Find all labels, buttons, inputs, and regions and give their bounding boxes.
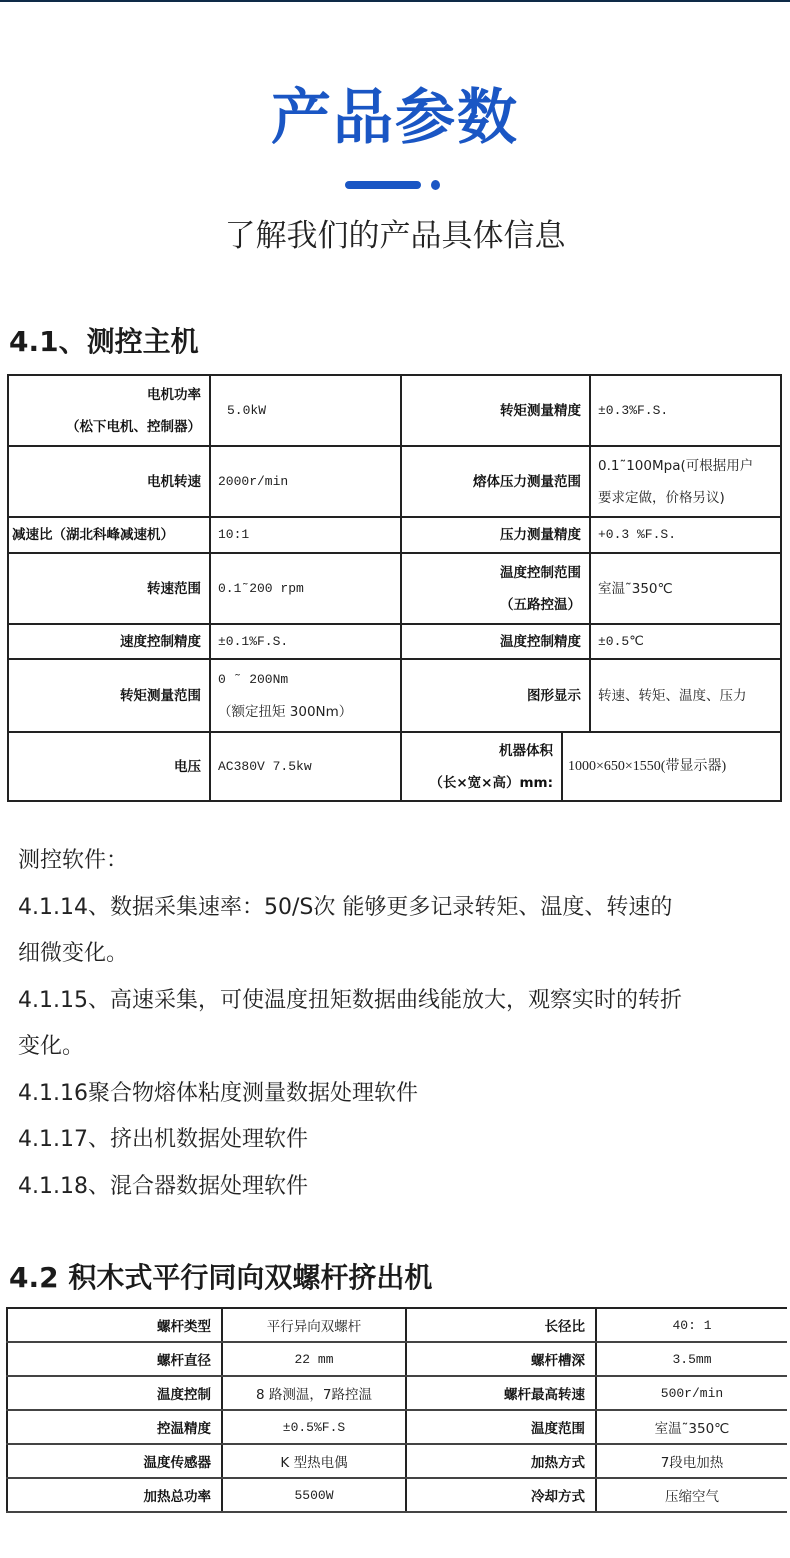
value-line: 0.1˜100Mpa(可根据用户 — [598, 457, 754, 474]
spec-label: 压力测量精度 — [401, 517, 590, 553]
spec-value: 5.0kW — [210, 375, 401, 446]
table-row — [8, 446, 781, 517]
table-row — [7, 1478, 787, 1512]
spec-label: 螺杆最高转速 — [406, 1376, 596, 1410]
software-description — [18, 838, 778, 1210]
spec-value: 室温˜350℃ — [596, 1410, 787, 1444]
spec-value: 7段电加热 — [596, 1444, 787, 1478]
spec-label: 螺杆槽深 — [406, 1342, 596, 1376]
spec-value: 22 mm — [222, 1342, 406, 1376]
control-host-spec-table — [7, 374, 782, 802]
spec-label: 控温精度 — [7, 1410, 222, 1444]
spec-label: 温度控制精度 — [401, 624, 590, 659]
software-line: 4.1.15、高速采集，可使温度扭矩数据曲线能放大，观察实时的转折 — [18, 987, 682, 1013]
spec-label: 速度控制精度 — [8, 624, 210, 659]
page-title: 产品参数 — [271, 83, 519, 153]
table-row — [7, 1308, 787, 1342]
label-line: （长×宽×高）mm: — [429, 774, 553, 791]
spec-value: 40: 1 — [596, 1308, 787, 1342]
spec-label: 熔体压力测量范围 — [401, 446, 590, 517]
label-line: 电机功率 — [147, 386, 201, 403]
spec-label: 加热总功率 — [7, 1478, 222, 1512]
table-row — [8, 624, 781, 659]
spec-label: 减速比（湖北科峰减速机） — [8, 517, 210, 553]
software-line: 变化。 — [18, 1034, 85, 1059]
spec-value: 2000r/min — [210, 446, 401, 517]
spec-label: 温度范围 — [406, 1410, 596, 1444]
spec-value: 10:1 — [210, 517, 401, 553]
spec-label: 转速范围 — [8, 553, 210, 624]
label-line: （五路控温） — [500, 596, 581, 613]
software-line: 测控软件： — [18, 848, 129, 873]
spec-value: ±0.3%F.S. — [590, 375, 781, 446]
spec-value: K 型热电偶 — [222, 1444, 406, 1478]
spec-value — [210, 659, 401, 732]
spec-label: 温度控制 — [7, 1376, 222, 1410]
spec-value: AC380V 7.5kw — [210, 732, 401, 801]
spec-label: 长径比 — [406, 1308, 596, 1342]
label-line: （松下电机、控制器） — [66, 418, 201, 435]
spec-value: 转速、转矩、温度、压力 — [590, 659, 781, 732]
title-decoration — [345, 180, 445, 190]
value-line: 要求定做，价格另议) — [598, 489, 725, 506]
table-row — [7, 1410, 787, 1444]
spec-value: 0.1˜200 rpm — [210, 553, 401, 624]
spec-label: 转矩测量精度 — [401, 375, 590, 446]
table-row — [7, 1444, 787, 1478]
value-line: 0 ˜ 200Nm — [218, 671, 289, 687]
table-row — [8, 659, 781, 732]
spec-label: 螺杆直径 — [7, 1342, 222, 1376]
spec-value: 压缩空气 — [596, 1478, 787, 1512]
spec-value: 500r/min — [596, 1376, 787, 1410]
spec-label: 冷却方式 — [406, 1478, 596, 1512]
spec-value: ±0.1%F.S. — [210, 624, 401, 659]
table-row — [7, 1342, 787, 1376]
software-line: 4.1.14、数据采集速率：50/S次 能够更多记录转矩、温度、转速的 — [18, 894, 673, 920]
spec-value: 3.5mm — [596, 1342, 787, 1376]
spec-label: 螺杆类型 — [7, 1308, 222, 1342]
table-row — [7, 1376, 787, 1410]
table-row — [8, 732, 781, 801]
software-line: 4.1.17、挤出机数据处理软件 — [18, 1127, 308, 1152]
spec-label: 转矩测量范围 — [8, 659, 210, 732]
page-subtitle: 了解我们的产品具体信息 — [224, 218, 566, 254]
extruder-spec-table — [6, 1307, 787, 1513]
spec-value — [590, 446, 781, 517]
software-line: 4.1.16聚合物熔体粘度测量数据处理软件 — [18, 1080, 418, 1106]
software-line: 4.1.18、混合器数据处理软件 — [18, 1173, 308, 1199]
decoration-bar — [345, 181, 421, 189]
top-border — [0, 0, 790, 2]
table-row — [8, 553, 781, 624]
spec-label: 图形显示 — [401, 659, 590, 732]
table-row — [8, 375, 781, 446]
decoration-dot — [431, 180, 440, 190]
spec-label — [8, 375, 210, 446]
spec-label: 电机转速 — [8, 446, 210, 517]
spec-value: ±0.5℃ — [590, 624, 781, 659]
spec-value: 平行异向双螺杆 — [222, 1308, 406, 1342]
spec-value: +0.3 %F.S. — [590, 517, 781, 553]
spec-value: 1000×650×1550(带显示器) — [562, 732, 781, 801]
software-line: 细微变化。 — [18, 941, 129, 966]
spec-value: 5500W — [222, 1478, 406, 1512]
spec-label — [401, 553, 590, 624]
label-line: 机器体积 — [499, 742, 553, 759]
spec-value: 室温˜350℃ — [590, 553, 781, 624]
label-line: 温度控制范围 — [500, 564, 581, 581]
section-heading-4-1: 4.1、测控主机 — [9, 325, 199, 358]
value-line: （额定扭矩 300Nm） — [218, 703, 353, 720]
spec-label: 加热方式 — [406, 1444, 596, 1478]
spec-value: 8 路测温，7路控温 — [222, 1376, 406, 1410]
spec-label: 温度传感器 — [7, 1444, 222, 1478]
section-heading-4-2: 4.2 积木式平行同向双螺杆挤出机 — [9, 1261, 433, 1294]
spec-label: 电压 — [8, 732, 210, 801]
table-row — [8, 517, 781, 553]
spec-value: ±0.5%F.S — [222, 1410, 406, 1444]
spec-label — [401, 732, 562, 801]
